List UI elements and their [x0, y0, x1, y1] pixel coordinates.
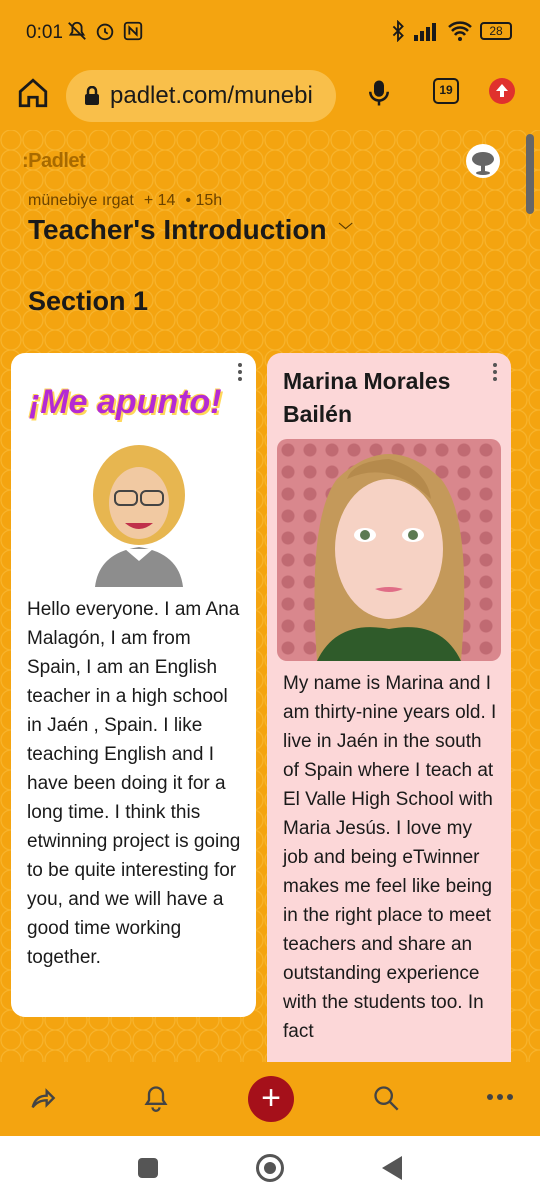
share-icon[interactable]: [28, 1084, 56, 1112]
status-time: 0:01: [26, 22, 63, 43]
more-icon[interactable]: [486, 1092, 514, 1102]
add-icon[interactable]: +: [248, 1076, 294, 1122]
back-icon[interactable]: [382, 1156, 402, 1180]
post-title: Marina Morales Bailén: [283, 368, 451, 427]
battery-icon: 28: [480, 22, 512, 40]
board-meta: [28, 192, 222, 210]
bell-icon[interactable]: [142, 1084, 170, 1112]
section-title: Section 1: [28, 286, 149, 316]
home-nav-icon[interactable]: [256, 1154, 284, 1182]
sticker-image: ¡Me apunto!: [29, 383, 222, 421]
mic-icon[interactable]: [364, 78, 394, 108]
board-age: • 15h: [185, 192, 223, 209]
scrollbar[interactable]: [526, 134, 534, 214]
post-body: Hello everyone. I am Ana Malagón, I am from Spain, I am an English teacher in a high school in Jaén , Spain. I like teaching English and I have been doing it for a long time. I think this etwinning project is going to be quite interesting for you, and we will have a good time working together.: [27, 599, 241, 968]
lock-icon: [84, 86, 100, 106]
page-title: Teacher's Introduction: [28, 214, 327, 245]
board-action-bar: [0, 1062, 540, 1136]
board-title-row[interactable]: [28, 214, 353, 246]
signal-icon: [414, 21, 440, 41]
status-left-icons: [66, 20, 144, 42]
bluetooth-icon: [390, 20, 406, 42]
update-icon[interactable]: [489, 78, 515, 104]
author-name[interactable]: münebiye ırgat: [28, 192, 134, 209]
tabs-icon[interactable]: 19: [433, 78, 459, 104]
home-icon[interactable]: [16, 76, 50, 110]
wifi-icon: [448, 21, 472, 41]
bitmoji-image: [79, 435, 199, 587]
padlet-logo[interactable]: :Padlet: [22, 150, 86, 172]
search-icon[interactable]: [372, 1084, 400, 1112]
mute-icon: [66, 20, 88, 42]
portrait-image: [277, 439, 501, 661]
recents-icon[interactable]: [138, 1158, 158, 1178]
status-bar: [0, 0, 540, 64]
browser-toolbar: [0, 64, 540, 130]
alarm-icon: [94, 20, 116, 42]
url-bar[interactable]: [66, 70, 336, 122]
chevron-down-icon[interactable]: ﹀: [338, 222, 353, 238]
url-text: padlet.com/munebi: [110, 82, 313, 109]
post-card[interactable]: [11, 353, 256, 1017]
post-card[interactable]: [267, 353, 511, 1062]
post-body: My name is Marina and I am thirty-nine years old. I live in Jaén in the south of Spain where I teach at El Valle High School with Maria Jesús. I love my job and being eTwinner makes me feel like being in the right place to meet teachers and share an outstanding experience with the students too. In fact: [283, 673, 497, 1042]
avatar[interactable]: [466, 144, 500, 178]
nfc-icon: [122, 20, 144, 42]
more-options-icon[interactable]: [493, 363, 499, 384]
contributors-count: + 14: [143, 192, 176, 209]
more-options-icon[interactable]: [238, 363, 244, 384]
system-nav-bar: [0, 1136, 540, 1200]
status-right: [390, 20, 512, 42]
padlet-board: [0, 130, 540, 1062]
